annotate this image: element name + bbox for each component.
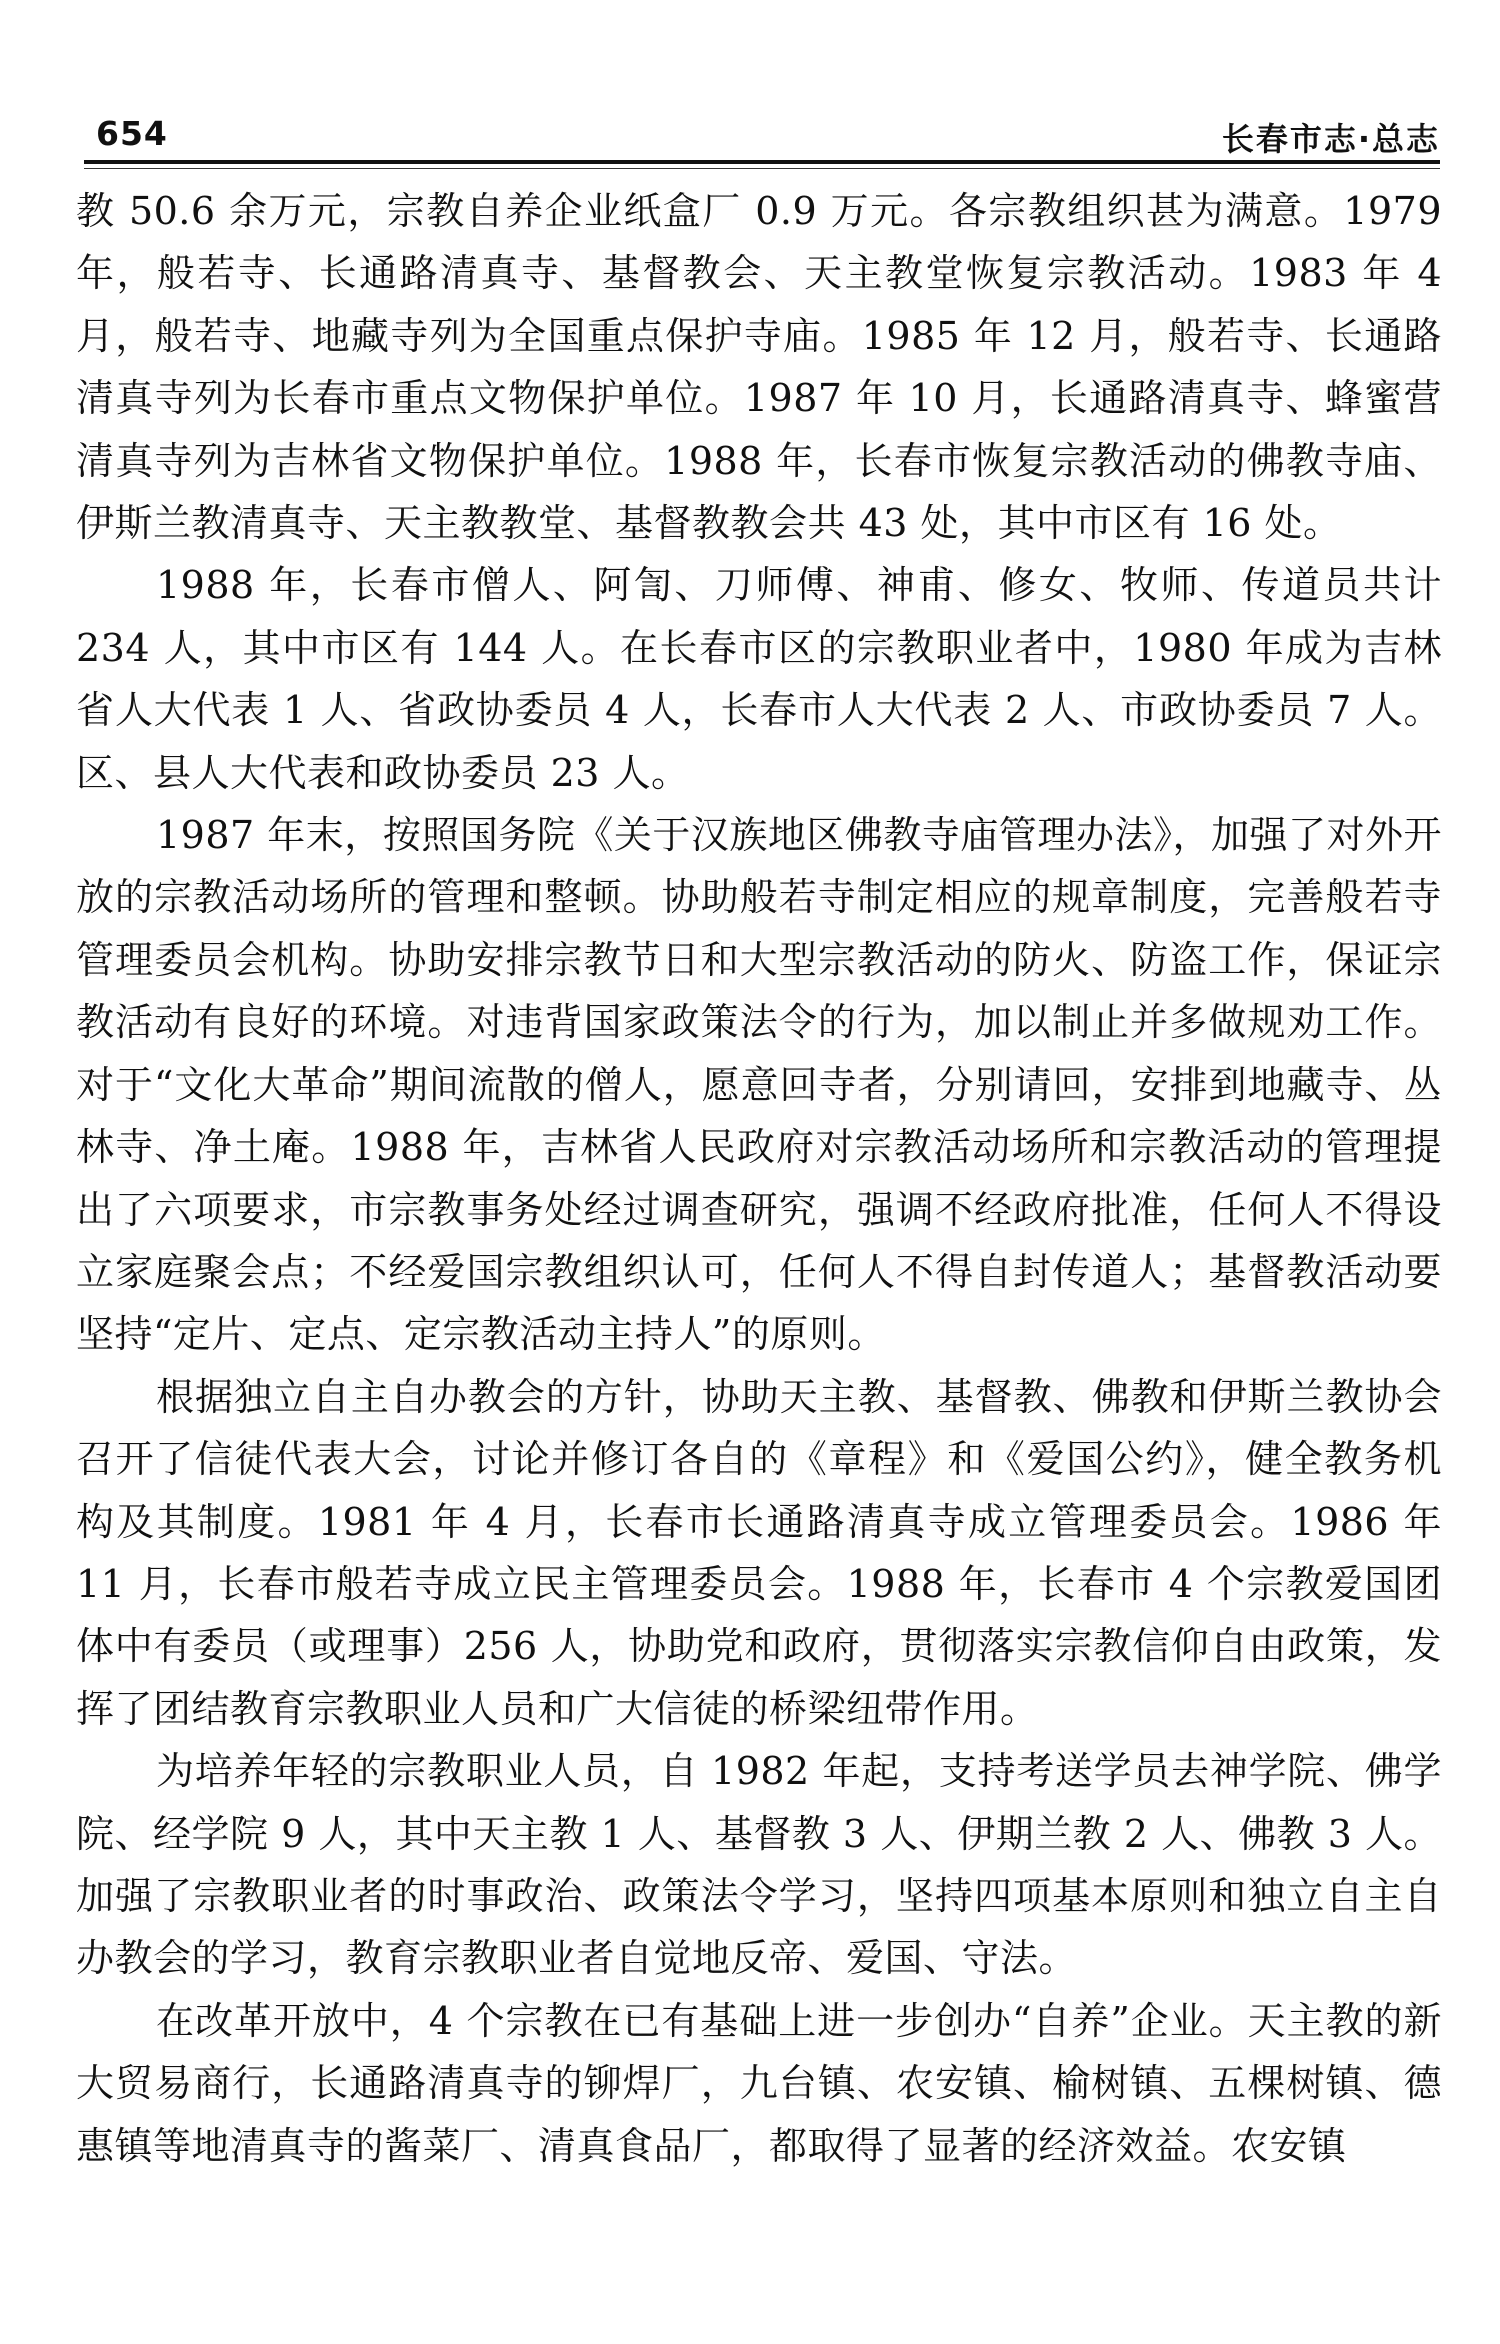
paragraph: 1988 年，长春市僧人、阿訇、刀师傅、神甫、修女、牧师、传道员共计 234 人，其中市区有 144 人。在长春市区的宗教职业者中，1980 年成为吉林省人大代表 1 人、省政协委员 4 人，长春市人大代表 2 人、市政协委员 7 人。区、县人大代表和政协委员 23 人。 xyxy=(76,563,1442,795)
paragraph: 1987 年末，按照国务院《关于汉族地区佛教寺庙管理办法》，加强了对外开放的宗教活动场所的管理和整顿。协助般若寺制定相应的规章制度，完善般若寺管理委员会机构。协助安排宗教节日和大型宗教活动的防火、防盗工作，保证宗教活动有良好的环境。对违背国家政策法令的行为，加以制止并多做规劝工作。对于“文化大革命”期间流散的僧人，愿意回寺者，分别请回，安排到地藏寺、丛林寺、净土庵。1988 年，吉林省人民政府对宗教活动场所和宗教活动的管理提出了六项要求，市宗教事务处经过调查研究，强调不经政府批准，任何人不得设立家庭聚会点；不经爱国宗教组织认可，任何人不得自封传道人；基督教活动要坚持“定片、定点、定宗教活动主持人”的原则。 xyxy=(76,813,1442,1357)
body-text xyxy=(76,180,1442,2177)
page-header xyxy=(84,110,1440,158)
header-rule-thin xyxy=(84,168,1440,169)
paragraph-continued: 教 50.6 余万元，宗教自养企业纸盒厂 0.9 万元。各宗教组织甚为满意。1979 年，般若寺、长通路清真寺、基督教会、天主教堂恢复宗教活动。1983 年 4 月，般若寺、地藏寺列为全国重点保护寺庙。1985 年 12 月，般若寺、长通路清真寺列为长春市重点文物保护单位。1987 年 10 月，长通路清真寺、蜂蜜营清真寺列为吉林省文物保护单位。1988 年，长春市恢复宗教活动的佛教寺庙、伊斯兰教清真寺、天主教教堂、基督教教会共 43 处，其中市区有 16 处。 xyxy=(76,189,1442,546)
page-number: 654 xyxy=(96,114,168,153)
paragraph: 为培养年轻的宗教职业人员，自 1982 年起，支持考送学员去神学院、佛学院、经学院 9 人，其中天主教 1 人、基督教 3 人、伊期兰教 2 人、佛教 3 人。加强了宗教职业者的时事政治、政策法令学习，坚持四项基本原则和独立自主自办教会的学习，教育宗教职业者自觉地反帝、爱国、守法。 xyxy=(76,1749,1442,1981)
paragraph: 根据独立自主自办教会的方针，协助天主教、基督教、佛教和伊斯兰教协会召开了信徒代表大会，讨论并修订各自的《章程》和《爱国公约》，健全教务机构及其制度。1981 年 4 月，长春市长通路清真寺成立管理委员会。1986 年 11 月，长春市般若寺成立民主管理委员会。1988 年，长春市 4 个宗教爱国团体中有委员（或理事）256 人，协助党和政府，贯彻落实宗教信仰自由政策，发挥了团结教育宗教职业人员和广大信徒的桥梁纽带作用。 xyxy=(76,1374,1442,1731)
header-rule-thick xyxy=(84,160,1440,164)
running-title: 长春市志·总志 xyxy=(1221,120,1440,158)
paragraph: 在改革开放中，4 个宗教在已有基础上进一步创办“自养”企业。天主教的新大贸易商行，长通路清真寺的铆焊厂，九台镇、农安镇、榆树镇、五棵树镇、德惠镇等地清真寺的酱菜厂、清真食品厂，都取得了显著的经济效益。农安镇 xyxy=(76,1998,1442,2168)
